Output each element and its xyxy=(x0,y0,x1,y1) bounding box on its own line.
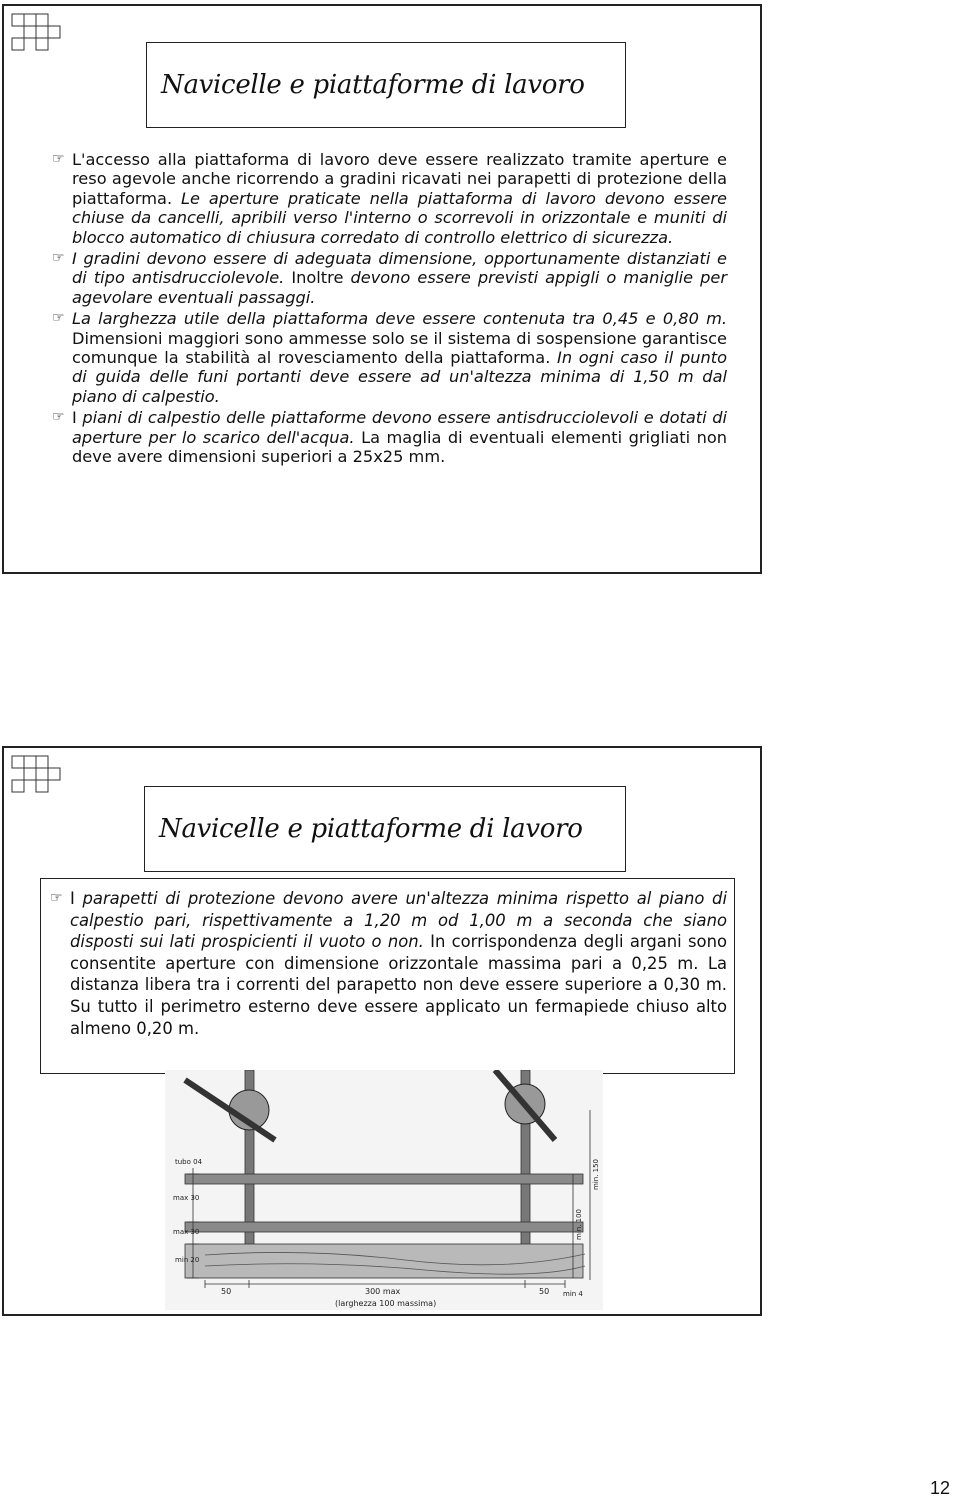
slide-title: Navicelle e piattaforme di lavoro xyxy=(159,814,583,844)
bullet-text: Inoltre xyxy=(291,268,351,288)
label-min4: min 4 xyxy=(563,1290,583,1298)
bullet-item xyxy=(50,888,727,1039)
bullet-item xyxy=(52,408,727,466)
bullet-text: La maglia di eventuali elementi grigliati non deve avere dimensioni superiori a 25x25 mm. xyxy=(72,427,728,467)
bullet-text: Le aperture praticate nella piattaforma di lavoro devono essere chiuse da cancelli, apribili verso l'interno o scorrevoli in orizzontale e muniti di blocco automatico di chiusura corredato di controllo elettrico di sicurezza. xyxy=(72,188,728,247)
label-min20: min 20 xyxy=(175,1256,200,1264)
bullet-text: devono essere previsti appigli o maniglie per agevolare eventuali passaggi. xyxy=(72,268,728,307)
title-box xyxy=(144,786,626,872)
platform-railing-drawing xyxy=(165,1070,603,1310)
title-box xyxy=(146,42,626,128)
hand-pointer-icon: ☞ xyxy=(52,250,65,267)
figure-caption: (larghezza 100 massima) xyxy=(335,1299,437,1308)
bullet-text: piani di calpestio delle piattaforme devono essere antisdrucciolevoli e dotati di aperture per lo scarico dell'acqua. xyxy=(72,408,727,447)
bullet-text: I xyxy=(72,408,83,428)
hand-pointer-icon: ☞ xyxy=(52,409,65,426)
bullet-text: I xyxy=(70,889,83,908)
bullet-item xyxy=(52,249,727,307)
label-min150: min. 150 xyxy=(592,1158,600,1190)
page-number: 12 xyxy=(930,1478,951,1498)
floor-plank xyxy=(185,1244,585,1278)
bullet-text: parapetti di protezione devono avere un'altezza minima rispetto al piano di calpestio pari, rispettivamente a 1,20 m od 1,00 m a seconda che siano disposti sui lati prospicienti il vuoto o non. xyxy=(70,889,728,952)
slide-2 xyxy=(2,746,762,1316)
bullet-item xyxy=(52,309,727,406)
label-tubo: tubo 04 xyxy=(175,1158,203,1166)
bullet-text: La larghezza utile della piattaforma deve essere contenuta tra 0,45 e 0,80 m. xyxy=(72,309,727,329)
label-max30b: max 30 xyxy=(173,1228,200,1236)
hand-pointer-icon: ☞ xyxy=(50,890,63,906)
slide-body xyxy=(50,888,727,1041)
bullet-text: L'accesso alla piattaforma di lavoro deve essere realizzato tramite aperture e reso agevole anche ricorrendo a gradini ricavati nei parapetti di protezione della piattaforma. xyxy=(72,150,727,208)
bullet-text: Dimensioni maggiori sono ammesse solo se il sistema di sospensione garantisce comunque la stabilità al rovesciamento della piattaforma. xyxy=(72,328,727,368)
bullet-item xyxy=(52,150,727,247)
slide-1 xyxy=(2,4,762,574)
label-d50b: 50 xyxy=(539,1287,550,1296)
hand-pointer-icon: ☞ xyxy=(52,310,65,327)
bullet-text: I gradini devono essere di adeguata dimensione, opportunamente distanziati e di tipo antisdrucciolevole. xyxy=(72,249,727,288)
bullet-text: In corrispondenza degli argani sono consentite aperture con dimensione orizzontale massima pari a 0,25 m. La distanza libera tra i correnti del parapetto non deve essere superiore a 0,30 m. Su tutto il perimetro esterno deve essere applicato un fermapiede chiuso alto almeno 0,20 m. xyxy=(70,932,727,1038)
bullet-text: In ogni caso il punto di guida delle funi portanti deve essere ad un'altezza minima di 1,50 m dal piano di calpestio. xyxy=(72,348,728,406)
label-d50a: 50 xyxy=(221,1287,232,1296)
label-d300: 300 max xyxy=(365,1287,401,1296)
slide-title: Navicelle e piattaforme di lavoro xyxy=(161,70,585,100)
label-min100: min. 100 xyxy=(575,1208,583,1240)
grid-logo-icon xyxy=(10,12,68,56)
label-max30a: max 30 xyxy=(173,1194,200,1202)
slide-body xyxy=(52,150,727,469)
grid-logo-icon xyxy=(10,754,68,798)
hand-pointer-icon: ☞ xyxy=(52,151,65,167)
